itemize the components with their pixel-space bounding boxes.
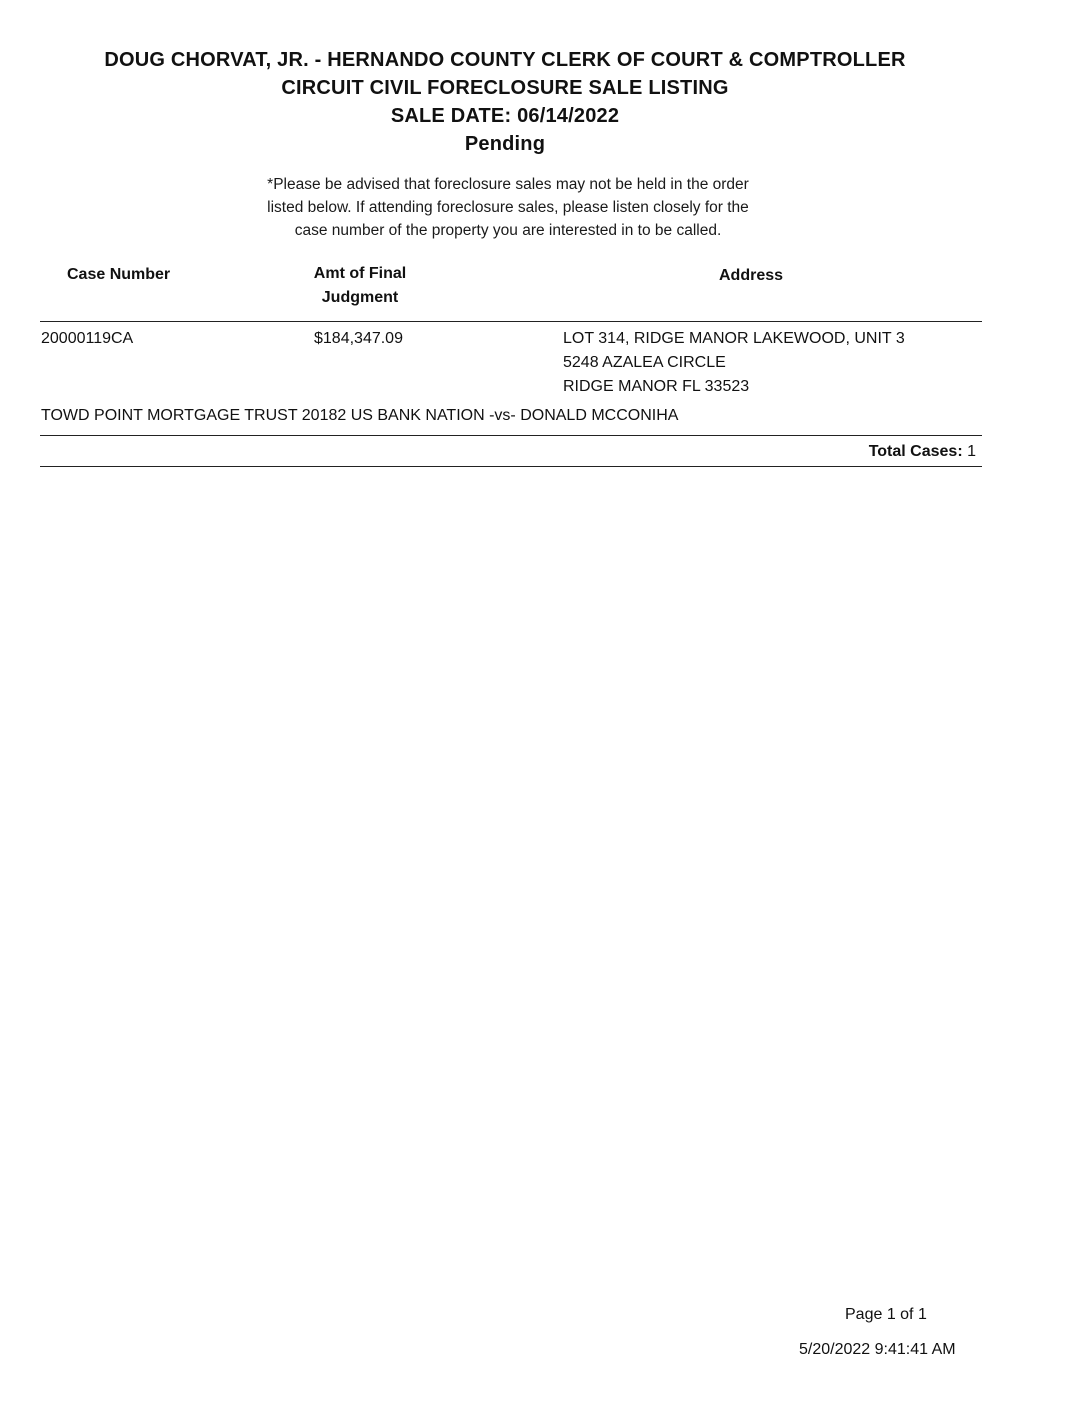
total-cases: [780, 440, 976, 464]
sale-date: SALE DATE: 06/14/2022: [390, 105, 620, 127]
column-header-amount-line1: Amt of Final: [313, 265, 407, 282]
header-divider: [40, 321, 982, 322]
report-title: DOUG CHORVAT, JR. - HERNANDO COUNTY CLERK OF COURT & COMPTROLLER: [104, 49, 906, 71]
case-parties: TOWD POINT MORTGAGE TRUST 20182 US BANK NATION -vs- DONALD MCCONIHA: [41, 407, 679, 424]
report-header: [0, 46, 1010, 158]
total-cases-label: Total Cases:: [868, 443, 963, 460]
total-cases-value: 1: [967, 443, 976, 460]
column-header-amount: [290, 262, 430, 310]
row-divider: [40, 435, 982, 436]
footer-divider: [40, 466, 982, 467]
page-number: Page 1 of 1: [845, 1306, 927, 1323]
report-subtitle: CIRCUIT CIVIL FORECLOSURE SALE LISTING: [281, 77, 729, 99]
print-timestamp: 5/20/2022 9:41:41 AM: [799, 1341, 956, 1358]
sale-status: Pending: [464, 133, 546, 155]
address-cell: [563, 327, 905, 399]
advisory-notice: [200, 173, 816, 242]
column-header-address: Address: [719, 267, 784, 284]
notice-line: *Please be advised that foreclosure sales may not be held in the order: [267, 176, 749, 193]
case-number-cell: 20000119CA: [41, 330, 134, 347]
notice-line: case number of the property you are interested in to be called.: [294, 222, 722, 239]
column-header-case-number: Case Number: [67, 266, 171, 283]
judgment-amount-cell: $184,347.09: [314, 330, 403, 347]
address-line: LOT 314, RIDGE MANOR LAKEWOOD, UNIT 3: [563, 330, 905, 347]
column-header-amount-line2: Judgment: [321, 289, 399, 306]
notice-line: listed below. If attending foreclosure sales, please listen closely for the: [267, 199, 749, 216]
address-line: 5248 AZALEA CIRCLE: [563, 354, 726, 371]
address-line: RIDGE MANOR FL 33523: [563, 378, 750, 395]
